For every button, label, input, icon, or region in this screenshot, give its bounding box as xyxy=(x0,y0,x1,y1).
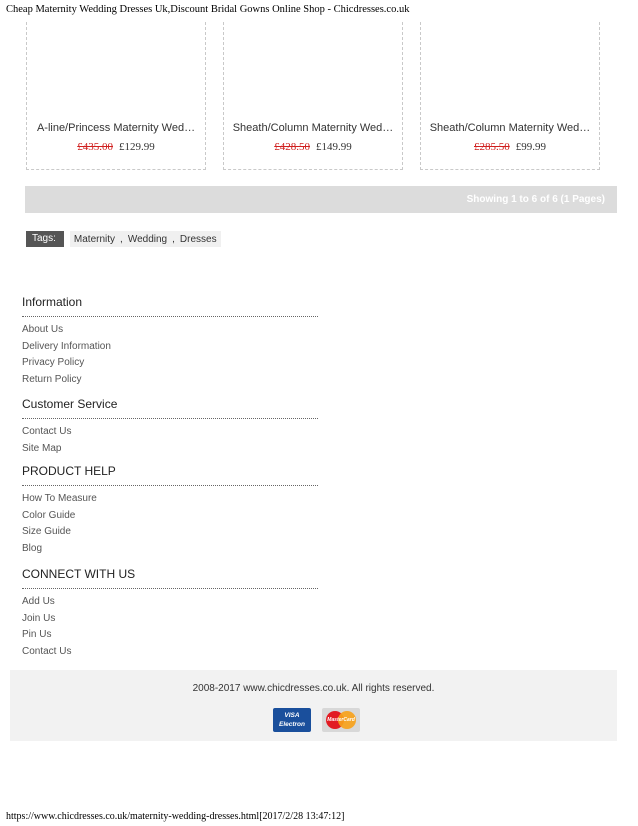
footer-link-delivery-information[interactable]: Delivery Information xyxy=(22,340,111,352)
pagination-bar xyxy=(25,186,617,213)
footer-link-join-us[interactable]: Join Us xyxy=(22,612,56,624)
footer-link-size-guide[interactable]: Size Guide xyxy=(22,526,71,538)
print-header: Cheap Maternity Wedding Dresses Uk,Discount Bridal Gowns Online Shop - Chicdresses.co.uk xyxy=(6,4,410,15)
footer-link-return-policy[interactable]: Return Policy xyxy=(22,374,82,386)
footer-link-site-map[interactable]: Site Map xyxy=(22,442,62,454)
product-card[interactable] xyxy=(26,22,206,170)
footer-heading: CONNECT WITH US xyxy=(22,567,136,581)
tag-link-dresses[interactable]: Dresses xyxy=(179,233,217,245)
tag-link-maternity[interactable]: Maternity xyxy=(73,233,116,245)
footer-link-privacy-policy[interactable]: Privacy Policy xyxy=(22,357,85,369)
tags-label: Tags: xyxy=(26,231,64,247)
old-price: £428.50 xyxy=(274,141,310,153)
footer-link-contact-us[interactable]: Contact Us xyxy=(22,426,72,437)
tag-link-wedding[interactable]: Wedding xyxy=(127,233,168,245)
footer-link-blog[interactable]: Blog xyxy=(22,543,43,555)
footer-link-pin-us[interactable]: Pin Us xyxy=(22,629,52,641)
footer-divider xyxy=(22,485,318,486)
footer-section-product-help xyxy=(22,463,318,558)
product-name[interactable]: Sheath/Column Maternity Wed… xyxy=(232,122,394,134)
product-name[interactable]: A-line/Princess Maternity Wed… xyxy=(36,122,196,134)
pagination-results-text: Showing 1 to 6 of 6 (1 Pages) xyxy=(466,194,605,205)
visa-logo-subtext: Electron xyxy=(278,721,305,728)
old-price: £285.50 xyxy=(474,141,510,153)
product-prices xyxy=(27,141,205,153)
footer-section-connect xyxy=(22,566,318,661)
footer-heading: Information xyxy=(22,295,83,309)
new-price: £149.99 xyxy=(316,141,352,153)
copyright-bar xyxy=(10,670,617,741)
footer-divider xyxy=(22,316,318,317)
old-price: £435.00 xyxy=(77,141,113,153)
footer-link-add-us[interactable]: Add Us xyxy=(22,596,55,607)
new-price: £99.99 xyxy=(515,141,546,153)
footer-link-contact-us[interactable]: Contact Us xyxy=(22,646,72,658)
copyright-text: 2008-2017 www.chicdresses.co.uk. All rights reserved. xyxy=(192,683,435,694)
mastercard-logo-icon xyxy=(322,708,360,732)
mastercard-logo-text: MasterCard xyxy=(327,717,355,723)
visa-electron-logo-icon xyxy=(273,708,311,732)
tags-row xyxy=(26,231,221,247)
footer-heading: Customer Service xyxy=(22,397,118,411)
footer-section-information xyxy=(22,294,318,389)
new-price: £129.99 xyxy=(119,141,155,153)
footer-link-how-to-measure[interactable]: How To Measure xyxy=(22,493,97,504)
footer-divider xyxy=(22,588,318,589)
product-card[interactable] xyxy=(223,22,403,170)
print-footer-url: https://www.chicdresses.co.uk/maternity-wedding-dresses.html[2017/2/28 13:47:12] xyxy=(6,811,345,822)
footer-divider xyxy=(22,418,318,419)
tag-list xyxy=(70,231,221,247)
footer-link-about-us[interactable]: About Us xyxy=(22,324,64,335)
product-prices xyxy=(421,141,599,153)
product-prices xyxy=(224,141,402,153)
product-name[interactable]: Sheath/Column Maternity Wed… xyxy=(429,122,591,134)
footer-heading: PRODUCT HELP xyxy=(22,464,116,478)
tag-separator: , xyxy=(120,233,123,245)
footer-section-customer-service xyxy=(22,396,318,457)
product-card[interactable] xyxy=(420,22,600,170)
tag-separator: , xyxy=(172,233,175,245)
visa-logo-text: VISA xyxy=(284,712,300,719)
footer-link-color-guide[interactable]: Color Guide xyxy=(22,509,76,521)
